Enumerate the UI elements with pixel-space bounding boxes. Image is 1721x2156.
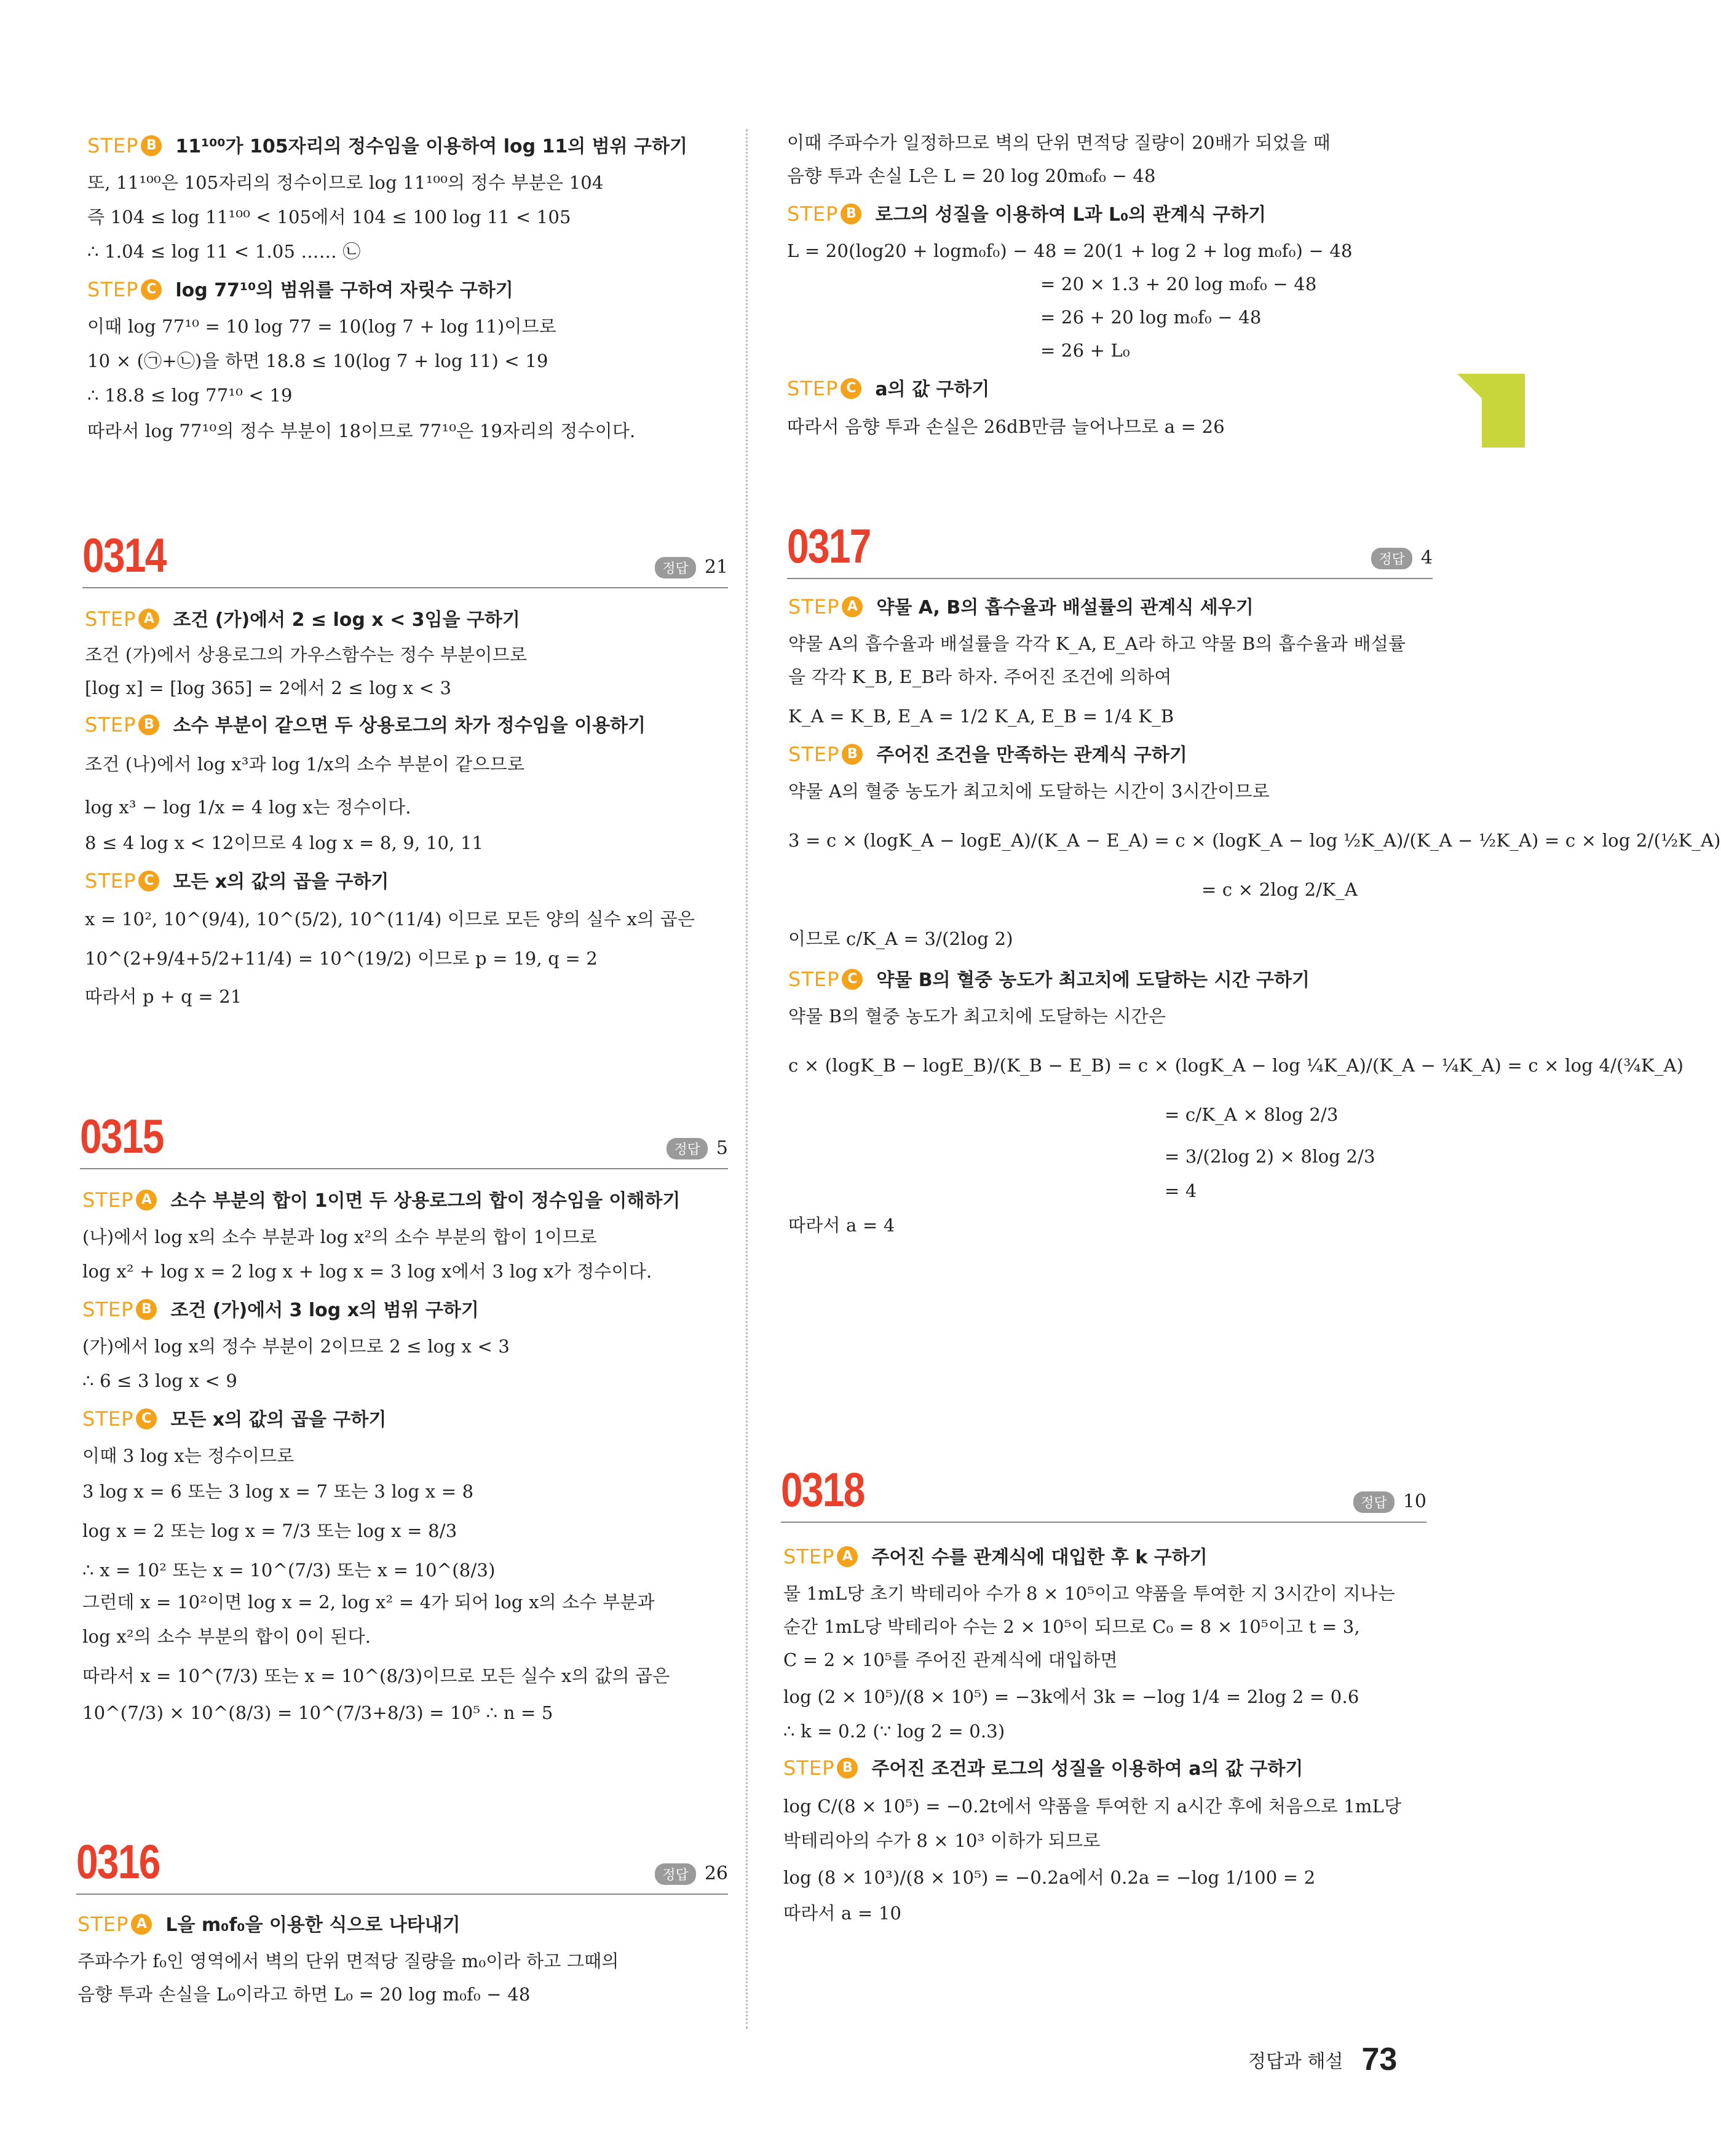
text-line: = c/K_A × 8log 2/3 xyxy=(1165,1104,1339,1125)
text-line: 약물 B의 혈중 농도가 최고치에 도달하는 시간은 xyxy=(788,1006,1166,1027)
step-b-heading: STEP B 소수 부분이 같으면 두 상용로그의 차가 정수임을 이용하기 xyxy=(85,713,646,736)
text-line: log (8 × 10³)/(8 × 10⁵) = −0.2a에서 0.2a = −log 1/100 = 2 xyxy=(783,1867,1316,1888)
text-line: 따라서 x = 10^(7/3) 또는 x = 10^(8/3)이므로 모든 실수 x의 값의 곱은 xyxy=(82,1665,670,1686)
problem-header-0316 xyxy=(76,1832,728,1895)
step-a-heading: STEP A L을 m₀f₀을 이용한 식으로 나타내기 xyxy=(77,1913,461,1936)
text-line: 10^(7/3) × 10^(8/3) = 10^(7/3+8/3) = 10⁵ ∴ n = 5 xyxy=(82,1702,553,1723)
problem-number: 0317 xyxy=(787,519,871,573)
text-line: [log x] = [log 365] = 2에서 2 ≤ log x < 3 xyxy=(85,677,452,698)
text-line: 10^(2+9/4+5/2+11/4) = 10^(19/2) 이므로 p = 19, q = 2 xyxy=(85,948,598,969)
text-line: 즉 104 ≤ log 11¹⁰⁰ < 105에서 104 ≤ 100 log 11 < 105 xyxy=(87,207,571,227)
text-line: 10 × (㉠+㉡)을 하면 18.8 ≤ 10(log 7 + log 11) < 19 xyxy=(87,350,548,371)
step-c-heading: STEP C a의 값 구하기 xyxy=(787,377,990,400)
step-a-heading: STEP A 소수 부분의 합이 1이면 두 상용로그의 합이 정수임을 이해하기 xyxy=(82,1188,681,1212)
answer: 정답 4 xyxy=(1371,547,1433,570)
text-line: log C/(8 × 10⁵) = −0.2t에서 약품을 투여한 지 a시간 후에 처음으로 1mL당 xyxy=(783,1796,1402,1817)
step-a-heading: STEP A 주어진 수를 관계식에 대입한 후 k 구하기 xyxy=(783,1545,1208,1568)
step-b-heading: STEP B 로그의 성질을 이용하여 L과 L₀의 관계식 구하기 xyxy=(787,202,1267,226)
text-line: = c × 2log 2/K_A xyxy=(1201,879,1358,900)
text-line: 약물 A의 혈중 농도가 최고치에 도달하는 시간이 3시간이므로 xyxy=(788,781,1270,802)
text-line: = 3/(2log 2) × 8log 2/3 xyxy=(1165,1146,1375,1167)
step-c-heading: STEP C log 77¹⁰의 범위를 구하여 자릿수 구하기 xyxy=(87,278,513,301)
text-line: 순간 1mL당 박테리아 수는 2 × 10⁵이 되므로 C₀ = 8 × 10⁵이고 t = 3, xyxy=(783,1616,1360,1637)
text-line: 이때 log 77¹⁰ = 10 log 77 = 10(log 7 + log 11)이므로 xyxy=(87,316,557,337)
text-line: 박테리아의 수가 8 × 10³ 이하가 되므로 xyxy=(783,1830,1101,1851)
text-line: 3 log x = 6 또는 3 log x = 7 또는 3 log x = 8 xyxy=(82,1481,474,1502)
text-line: = 26 + L₀ xyxy=(1040,340,1130,361)
answer: 정답 5 xyxy=(667,1137,728,1160)
text-line: 음향 투과 손실 L은 L = 20 log 20m₀f₀ − 48 xyxy=(787,165,1156,186)
text-line: = 4 xyxy=(1165,1180,1197,1201)
text-line: 음향 투과 손실을 L₀이라고 하면 L₀ = 20 log m₀f₀ − 48 xyxy=(77,1984,531,2005)
step-a-heading: STEP A 약물 A, B의 흡수율과 배설률의 관계식 세우기 xyxy=(788,595,1254,618)
step-c-heading: STEP C 모든 x의 값의 곱을 구하기 xyxy=(85,869,389,893)
text-line: 8 ≤ 4 log x < 12이므로 4 log x = 8, 9, 10, 11 xyxy=(85,832,484,853)
text-line: 또, 11¹⁰⁰은 105자리의 정수이므로 log 11¹⁰⁰의 정수 부분은 104 xyxy=(87,172,604,193)
text-line: 이때 3 log x는 정수이므로 xyxy=(82,1445,295,1466)
text-line: ∴ 1.04 ≤ log 11 < 1.05 …… ㉡ xyxy=(87,241,361,262)
problem-number: 0318 xyxy=(781,1463,864,1517)
problem-number: 0316 xyxy=(76,1834,160,1889)
problem-header-0314 xyxy=(82,526,728,588)
footer-label: 정답과 해설 xyxy=(1248,2051,1343,2072)
text-line: C = 2 × 10⁵를 주어진 관계식에 대입하면 xyxy=(783,1649,1118,1670)
left-top-solution xyxy=(87,132,687,444)
step-c-heading: STEP C 모든 x의 값의 곱을 구하기 xyxy=(82,1407,387,1431)
text-line: 따라서 음향 투과 손실은 26dB만큼 늘어나므로 a = 26 xyxy=(787,416,1225,437)
text-line: 이때 주파수가 일정하므로 벽의 단위 면적당 질량이 20배가 되었을 때 xyxy=(787,132,1331,153)
problem-header-0315 xyxy=(80,1107,728,1169)
text-line: (가)에서 log x의 정수 부분이 2이므로 2 ≤ log x < 3 xyxy=(82,1336,510,1357)
text-line: 따라서 a = 10 xyxy=(783,1903,902,1924)
text-line: log x²의 소수 부분의 합이 0이 된다. xyxy=(82,1626,371,1647)
step-c-heading: STEP C 약물 B의 혈중 농도가 최고치에 도달하는 시간 구하기 xyxy=(788,968,1310,991)
solution-0316-part1 xyxy=(77,1911,619,2008)
text-line: 이므로 c/K_A = 3/(2log 2) xyxy=(788,928,1013,949)
answer: 정답 10 xyxy=(1353,1491,1426,1514)
solution-0315 xyxy=(82,1187,680,1726)
column-divider xyxy=(746,129,748,2029)
text-line: c × (logK_B − logE_B)/(K_B − E_B) = c × (logK_A − log ¼K_A)/(K_A − ¼K_A) = c × log 4/(¾K_A) xyxy=(788,1055,1684,1076)
text-line: L = 20(log20 + logm₀f₀) − 48 = 20(1 + log 2 + log m₀f₀) − 48 xyxy=(787,240,1353,261)
text-line: log x³ − log 1/x = 4 log x는 정수이다. xyxy=(85,797,411,818)
text-line: 3 = c × (logK_A − logE_A)/(K_A − E_A) = c × (logK_A − log ½K_A)/(K_A − ½K_A) = c × log 2/(½K_A) xyxy=(788,830,1721,851)
text-line: log x² + log x = 2 log x + log x = 3 log x에서 3 log x가 정수이다. xyxy=(82,1261,652,1282)
solution-0317 xyxy=(788,593,1721,1239)
chapter-tab xyxy=(1482,374,1525,448)
solution-0316-part2 xyxy=(787,129,1353,440)
text-line: x = 10², 10^(9/4), 10^(5/2), 10^(11/4) 이므로 모든 양의 실수 x의 곱은 xyxy=(85,909,695,930)
text-line: ∴ x = 10² 또는 x = 10^(7/3) 또는 x = 10^(8/3) xyxy=(82,1560,496,1581)
text-line: = 20 × 1.3 + 20 log m₀f₀ − 48 xyxy=(1040,274,1317,294)
problem-header-0318 xyxy=(781,1460,1426,1523)
step-b-heading: STEP B 주어진 조건을 만족하는 관계식 구하기 xyxy=(788,743,1187,766)
text-line: 따라서 a = 4 xyxy=(788,1215,895,1236)
page-footer xyxy=(1248,2041,1397,2078)
text-line: (나)에서 log x의 소수 부분과 log x²의 소수 부분의 합이 1이므로 xyxy=(82,1226,597,1247)
text-line: ∴ 18.8 ≤ log 77¹⁰ < 19 xyxy=(87,385,293,406)
text-line: 물 1mL당 초기 박테리아 수가 8 × 10⁵이고 약품을 투여한 지 3시간이 지나는 xyxy=(783,1583,1396,1604)
solution-0314 xyxy=(85,606,695,1010)
step-b-heading: STEP B 주어진 조건과 로그의 성질을 이용하여 a의 값 구하기 xyxy=(783,1756,1304,1780)
text-line: 을 각각 K_B, E_B라 하자. 주어진 조건에 의하여 xyxy=(788,666,1172,687)
text-line: ∴ k = 0.2 (∵ log 2 = 0.3) xyxy=(783,1721,1005,1742)
answer: 정답 26 xyxy=(655,1863,728,1886)
text-line: K_A = K_B, E_A = 1/2 K_A, E_B = 1/4 K_B xyxy=(788,706,1174,727)
text-line: 약물 A의 흡수율과 배설률을 각각 K_A, E_A라 하고 약물 B의 흡수율과 배설률 xyxy=(788,633,1406,654)
text-line: 주파수가 f₀인 영역에서 벽의 단위 면적당 질량을 m₀이라 하고 그때의 xyxy=(77,1951,619,1972)
text-line: 따라서 p + q = 21 xyxy=(85,986,242,1007)
problem-number: 0315 xyxy=(80,1109,164,1163)
step-b-heading: STEP B 11¹⁰⁰가 105자리의 정수임을 이용하여 log 11의 범위 구하기 xyxy=(87,134,688,157)
problem-number: 0314 xyxy=(82,528,166,582)
step-a-heading: STEP A 조건 (가)에서 2 ≤ log x < 3임을 구하기 xyxy=(85,607,520,631)
answer: 정답 21 xyxy=(655,556,728,579)
text-line: 그런데 x = 10²이면 log x = 2, log x² = 4가 되어 log x의 소수 부분과 xyxy=(82,1592,655,1613)
solution-0318 xyxy=(783,1543,1401,1927)
text-line: 조건 (나)에서 log x³과 log 1/x의 소수 부분이 같으므로 xyxy=(85,754,525,775)
text-line: 조건 (가)에서 상용로그의 가우스함수는 정수 부분이므로 xyxy=(85,644,528,665)
problem-header-0317 xyxy=(787,516,1433,579)
step-b-heading: STEP B 조건 (가)에서 3 log x의 범위 구하기 xyxy=(82,1298,479,1321)
text-line: log (2 × 10⁵)/(8 × 10⁵) = −3k에서 3k = −log 1/4 = 2log 2 = 0.6 xyxy=(783,1686,1359,1707)
text-line: = 26 + 20 log m₀f₀ − 48 xyxy=(1040,307,1262,328)
text-line: 따라서 log 77¹⁰의 정수 부분이 18이므로 77¹⁰은 19자리의 정수이다. xyxy=(87,421,636,441)
text-line: ∴ 6 ≤ 3 log x < 9 xyxy=(82,1370,237,1391)
text-line: log x = 2 또는 log x = 7/3 또는 log x = 8/3 xyxy=(82,1520,457,1541)
page-number: 73 xyxy=(1361,2042,1398,2077)
